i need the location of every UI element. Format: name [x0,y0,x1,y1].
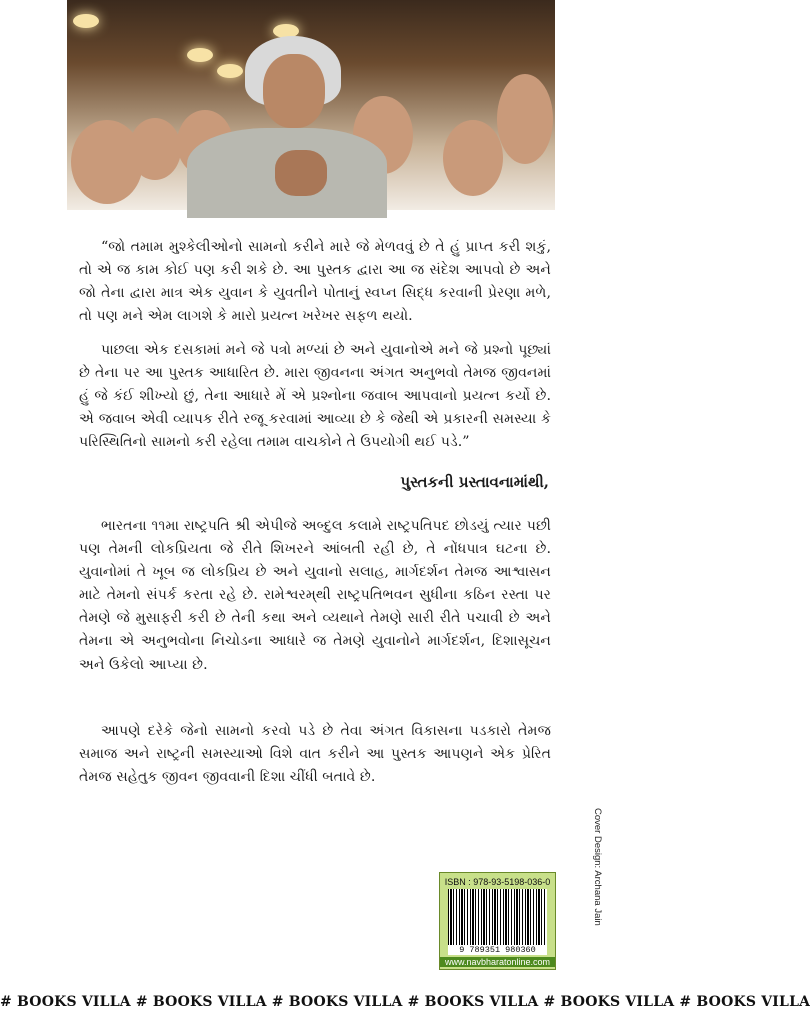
quote-paragraph-2-text: પાછલા એક દસકામાં મને જે પત્રો મળ્યાં છે અને યુવાનોએ મને જે પ્રશ્નો પૂછ્યાં છે તેના પર આ પુસ્તક આધારિત છે. મારા જીવનના અંગત અનુભવો તેમજ જીવનમાં હું જે કંઈ શીખ્યો છું, તેના આધારે મેં એ પ્રશ્નોના જવાબ આપવાનો પ્રયત્ન કર્યો છે. એ જવાબ એવી વ્યાપક રીતે રજૂ કરવામાં આવ્યા છે કે જેથી એ પ્રકારની સમસ્યા કે પરિસ્થિતિનો સામનો કરી રહેલા તમામ વાચકોને તે ઉપયોગી થઈ પડે.” [79,342,551,451]
barcode-number: 9 789351 980360 [448,945,547,955]
description-paragraph-2-text: આપણે દરેકે જેનો સામનો કરવો પડે છે તેવા અંગત વિકાસના પડકારો તેમજ સમાજ અને રાષ્ટ્રની સમસ્યાઓ વિશે વાત કરીને આ પુસ્તક આપણને એક પ્રેરિત તેમજ સહેતુક જીવન જીવવાની દિશા ચીંધી બતાવે છે. [79,723,551,786]
isbn-label: ISBN : 978-93-5198-036-0 [444,877,551,887]
quote-source: પુસ્તકની પ્રસ્તાવનામાંથી, [400,473,549,491]
description-paragraph-2 [79,720,551,789]
cover-photo [67,0,555,210]
barcode-graphic [448,889,547,945]
footer-banner: # BOOKS VILLA # BOOKS VILLA # BOOKS VILLA # BOOKS VILLA # BOOKS VILLA # BOOKS VILLA [0,994,810,1010]
description-paragraph-1 [79,515,551,677]
quote-paragraph-1 [79,236,551,328]
publisher-website: www.navbharatonline.com [440,957,555,967]
cover-design-credit: Cover Design: Archana Jain [592,808,603,926]
quote-paragraph-2 [79,339,551,454]
description-paragraph-1-text: ભારતના ૧૧મા રાષ્ટ્રપતિ શ્રી એપીજે અબ્દુલ કલામે રાષ્ટ્રપતિપદ છોડયું ત્યાર પછી પણ તેમની લોકપ્રિયતા જે રીતે શિખરને આંબતી રહી છે, તે નોંધપાત્ર ઘટના છે. યુવાનોમાં તે ખૂબ જ લોકપ્રિય છે અને યુવાનો સલાહ, માર્ગદર્શન તેમજ આશ્વાસન માટે તેમનો સંપર્ક કરતા રહે છે. રામેશ્વરમ્‌થી રાષ્ટ્રપતિભવન સુધીના કઠિન રસ્તા પર તેમણે જે મુસાફરી કરી છે તેની કથા અને વ્યથાને તેમણે સારી રીતે પચાવી છે અને તેમના એ અનુભવોના નિચોડના આધારે જ તેમણે યુવાનોને માર્ગદર્શન, દિશાસૂચન અને ઉકેલો આપ્યા છે. [79,518,551,673]
barcode-panel [439,872,556,970]
quote-paragraph-1-text: “જો તમામ મુશ્કેલીઓનો સામનો કરીને મારે જે મેળવવું છે તે હું પ્રાપ્ત કરી શકું, તો એ જ કામ કોઈ પણ કરી શકે છે. આ પુસ્તક દ્વારા આ જ સંદેશ આપવો છે અને જો તેના દ્વારા માત્ર એક યુવાન કે યુવતીને પોતાનું સ્વપ્ન સિદ્ધ કરવાની પ્રેરણા મળે, તો પણ મને એમ લાગશે કે મારો પ્રયત્ન ખરેખર સફળ થયો. [79,239,551,325]
